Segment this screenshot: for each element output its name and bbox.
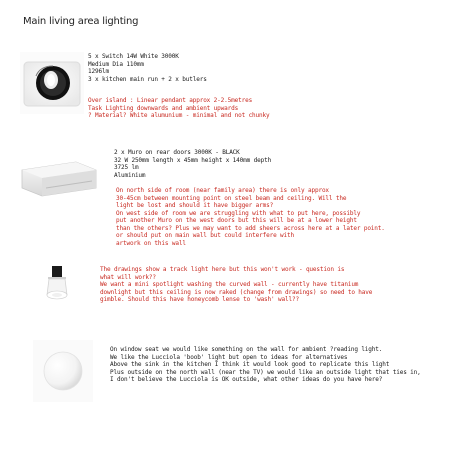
switch-downlight-image [20, 52, 84, 114]
muro-wall-light-image [16, 148, 102, 206]
lucciola-note: On window seat we would like something on the wall for ambient ?reading light. We like the Lucciola 'boob' light but open to ideas for alternatives Above the sink in the kitchen I think it would look good to replicate this light Plus outside on the north wall (near the TV) we would like an outside light that ties in, I don't believe the Lucciola is OK outside, what other ideas do you have here? [110, 346, 421, 384]
spotlight-icon [40, 262, 74, 308]
lucciola-globe-icon [33, 340, 93, 402]
switch-downlight-icon [20, 52, 84, 114]
muro-spec-text: 2 x Muro on rear doors 3000K - BLACK 32 W 250mm length x 45mm height x 140mm depth 3725 lm Aluminium [114, 149, 272, 179]
page-title: Main living area lighting [23, 16, 139, 27]
switch-spec-text: 5 x Switch 14W White 3000K Medium Dia 110mm 1296lm 3 x kitchen main run + 2 x butlers [88, 53, 207, 83]
muro-wall-light-icon [16, 148, 102, 206]
mini-spotlight-image [40, 262, 74, 308]
lucciola-light-image [33, 340, 93, 402]
island-pendant-note: Over island : Linear pendant approx 2-2.5metres Task Lighting downwards and ambient upwards ? Material? White alumunium - minimal and not chunky [88, 97, 270, 120]
spotlight-note: The drawings show a track light here but this won't work - question is what will work?? We want a mini spotlight washing the curved wall - currently have titanium downlight but this ceiling is now raked (change from drawings) so need to have gimble. Should this have honeycomb lense to 'wash' wall?? [100, 266, 373, 304]
muro-placement-note: On north side of room (near family area) there is only approx 30-45cm between mounting point on steel beam and ceiling. Will the light be lost and should it have bigger arms? On west side of room we are struggling with what to put here, possibly put another Muro on the west doors but this will be at a lower height than the others? Plus we may want to add sheers across here at a later point. or should put on main wall but could interfere with artwork on this wall [116, 187, 385, 247]
